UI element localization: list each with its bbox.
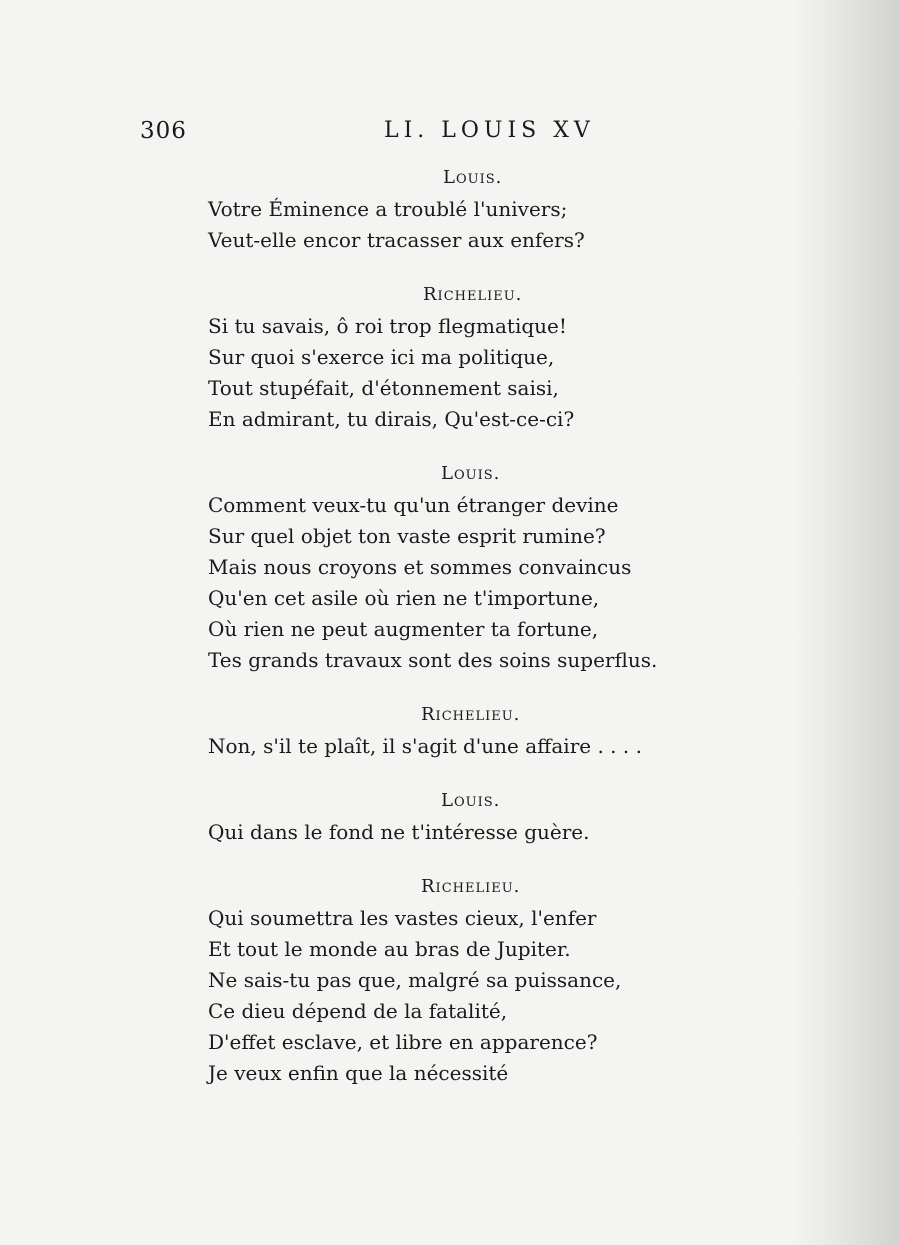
stanza [208, 490, 768, 676]
page-number: 306 [140, 118, 187, 144]
verse-line: En admirant, tu dirais, Qu'est-ce-ci? [208, 407, 575, 431]
verse-line: D'effet esclave, et libre en apparence? [208, 1030, 598, 1054]
stanza [208, 903, 768, 1089]
verse-line: Qu'en cet asile où rien ne t'importune, [208, 586, 600, 610]
verse-line: Non, s'il te plaît, il s'agit d'une affaire . . . . [208, 734, 642, 758]
stanza [208, 731, 768, 762]
page-header [0, 118, 900, 158]
verse-line: Je veux enfin que la nécessité [208, 1061, 509, 1085]
speaker-label: Richelieu. [421, 876, 521, 897]
verse-line: Ne sais-tu pas que, malgré sa puissance, [208, 968, 622, 992]
stanza [208, 817, 768, 848]
verse-line: Et tout le monde au bras de Jupiter. [208, 937, 571, 961]
verse-line: Veut-elle encor tracasser aux enfers? [208, 228, 585, 252]
running-title: LI. LOUIS XV [384, 118, 595, 143]
verse-line: Qui dans le fond ne t'intéresse guère. [208, 820, 590, 844]
verse-line: Comment veux-tu qu'un étranger devine [208, 493, 619, 517]
verse-line: Tout stupéfait, d'étonnement saisi, [208, 376, 559, 400]
verse-line: Sur quel objet ton vaste esprit rumine? [208, 524, 606, 548]
speaker-label: Richelieu. [423, 284, 523, 305]
dialogue-text [208, 162, 768, 1089]
verse-line: Mais nous croyons et sommes convaincus [208, 555, 632, 579]
verse-line: Qui soumettra les vastes cieux, l'enfer [208, 906, 597, 930]
verse-line: Si tu savais, ô roi trop flegmatique! [208, 314, 567, 338]
page-edge-shadow [790, 0, 900, 1245]
verse-line: Où rien ne peut augmenter ta fortune, [208, 617, 599, 641]
verse-line: Tes grands travaux sont des soins superflus. [208, 648, 658, 672]
stanza [208, 194, 768, 256]
verse-line: Sur quoi s'exerce ici ma politique, [208, 345, 555, 369]
stanza [208, 311, 768, 435]
speaker-label: Louis. [441, 790, 501, 811]
speaker-label: Richelieu. [421, 704, 521, 725]
speaker-label: Louis. [441, 463, 501, 484]
verse-line: Ce dieu dépend de la fatalité, [208, 999, 508, 1023]
speaker-label: Louis. [443, 167, 503, 188]
verse-line: Votre Éminence a troublé l'univers; [208, 197, 568, 221]
